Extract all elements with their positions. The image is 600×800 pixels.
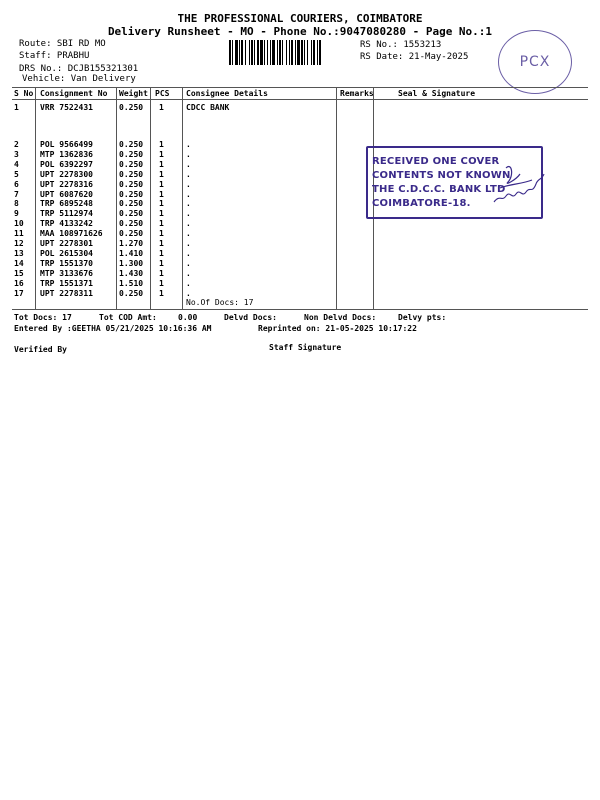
row-wt: 0.250	[119, 149, 144, 159]
row-wt: 1.270	[119, 239, 144, 248]
row-sno: 4	[14, 159, 19, 169]
row-wt: 0.250	[119, 189, 144, 199]
row-wt: 0.250	[119, 103, 144, 112]
row-cn: MAA 108971626	[40, 229, 103, 239]
vehicle-label: Vehicle: Van Delivery	[22, 74, 136, 84]
row-wt: 1.410	[119, 248, 144, 258]
row-consignee: .	[186, 229, 191, 239]
row-consignee: .	[186, 169, 191, 179]
row-consignee: .	[186, 278, 191, 288]
row-sno: 13	[14, 248, 24, 258]
row-wt: 1.430	[119, 268, 144, 278]
staff-label: Staff: PRABHU	[19, 51, 90, 61]
row-pcs: 1	[159, 169, 164, 179]
row-sno: 3	[14, 149, 19, 159]
stamp-line: THE C.D.C.C. BANK LTD	[372, 184, 506, 195]
row-sno: 6	[14, 179, 19, 189]
row-wt: 0.250	[119, 209, 144, 219]
row-sno: 15	[14, 268, 24, 278]
company-title: THE PROFESSIONAL COURIERS, COIMBATORE	[177, 12, 423, 25]
row-cn: UPT 2278301	[40, 239, 93, 248]
runsheet-title: Delivery Runsheet - MO - Phone No.:9047080280 - Page No.:1	[107, 25, 493, 38]
row-cn: MTP 3133676	[40, 268, 93, 278]
row-cn: TRP 4133242	[40, 219, 93, 229]
barcode	[229, 40, 353, 65]
row-sno: 12	[14, 239, 24, 248]
row-consignee: .	[186, 199, 191, 209]
row-consignee: .	[186, 248, 191, 258]
verified-by: Verified By	[14, 345, 67, 354]
row-pcs: 1	[159, 278, 164, 288]
route-label: Route: SBI RD MO	[19, 39, 106, 49]
row-sno: 2	[14, 140, 19, 149]
total-docs: Tot Docs: 17	[14, 313, 72, 322]
row-consignee: CDCC BANK	[186, 103, 230, 112]
row-consignee: .	[186, 149, 191, 159]
row-pcs: 1	[159, 219, 164, 229]
row-sno: 10	[14, 219, 24, 229]
col-divider	[182, 87, 183, 309]
row-consignee: .	[186, 239, 191, 248]
row-wt: 0.250	[119, 199, 144, 209]
header-pcs: PCS	[155, 89, 170, 98]
header-consignment: Consignment No	[40, 89, 108, 98]
row-pcs: 1	[159, 149, 164, 159]
table-top-rule	[12, 87, 588, 88]
pcx-stamp-text: PCX	[519, 54, 551, 70]
row-pcs: 1	[159, 179, 164, 189]
col-divider	[150, 87, 151, 309]
row-wt: 0.250	[119, 179, 144, 189]
stamp-line: CONTENTS NOT KNOWN	[372, 170, 511, 181]
row-cn: POL 2615304	[40, 248, 93, 258]
row-cn: TRP 5112974	[40, 209, 93, 219]
row-pcs: 1	[159, 268, 164, 278]
row-sno: 9	[14, 209, 19, 219]
row-cn: UPT 6087620	[40, 189, 93, 199]
row-pcs: 1	[159, 288, 164, 298]
row-cn: UPT 2278311	[40, 288, 93, 298]
row-pcs: 1	[159, 140, 164, 149]
handwritten-signature	[486, 158, 548, 208]
row-consignee: .	[186, 258, 191, 268]
header-sno: S No	[14, 89, 34, 98]
row-cn: TRP 6895248	[40, 199, 93, 209]
row-consignee: .	[186, 179, 191, 189]
col-divider	[35, 87, 36, 309]
stamp-line: COIMBATORE-18.	[372, 198, 471, 209]
row-wt: 0.250	[119, 229, 144, 239]
row-consignee: .	[186, 209, 191, 219]
rs-date: RS Date: 21-May-2025	[360, 52, 469, 62]
delivered-docs: Delvd Docs:	[224, 313, 277, 322]
row-cn: POL 6392297	[40, 159, 93, 169]
row-wt: 0.250	[119, 169, 144, 179]
row-sno: 11	[14, 229, 24, 239]
row-pcs: 1	[159, 103, 164, 112]
staff-signature: Staff Signature	[269, 343, 342, 352]
total-cod-label: Tot COD Amt:	[99, 313, 157, 322]
header-seal-signature: Seal & Signature	[398, 89, 476, 98]
row-wt: 1.300	[119, 258, 144, 268]
col-divider	[116, 87, 117, 309]
table-header-rule	[12, 99, 588, 100]
row-wt: 0.250	[119, 159, 144, 169]
delivery-points: Delvy pts:	[398, 313, 447, 322]
row-cn: MTP 1362836	[40, 149, 93, 159]
row-cn: UPT 2278316	[40, 179, 93, 189]
row-consignee: .	[186, 219, 191, 229]
row-pcs: 1	[159, 258, 164, 268]
row-pcs: 1	[159, 248, 164, 258]
header-remarks: Remarks	[340, 89, 374, 98]
row-sno: 17	[14, 288, 24, 298]
row-wt: 0.250	[119, 219, 144, 229]
row-pcs: 1	[159, 239, 164, 248]
col-divider	[336, 87, 337, 309]
row-consignee: .	[186, 288, 191, 298]
row-wt: 1.510	[119, 278, 144, 288]
table-bottom-rule	[12, 309, 588, 310]
row-sno: 16	[14, 278, 24, 288]
reprinted-on: Reprinted on: 21-05-2025 10:17:22	[258, 324, 417, 333]
header-consignee: Consignee Details	[186, 89, 268, 98]
row-cn: TRP 1551370	[40, 258, 93, 268]
rs-number: RS No.: 1553213	[360, 40, 442, 50]
row-pcs: 1	[159, 199, 164, 209]
row-sno: 8	[14, 199, 19, 209]
row-consignee: .	[186, 268, 191, 278]
row-pcs: 1	[159, 159, 164, 169]
row-sno: 7	[14, 189, 19, 199]
non-delivered-docs: Non Delvd Docs:	[304, 313, 377, 322]
row-sno: 1	[14, 103, 19, 112]
header-weight: Weight	[119, 89, 148, 98]
pcx-stamp	[498, 30, 572, 94]
no-of-docs: No.Of Docs: 17	[186, 298, 254, 307]
row-pcs: 1	[159, 209, 164, 219]
row-sno: 14	[14, 258, 24, 268]
row-cn: TRP 1551371	[40, 278, 93, 288]
entered-by: Entered By :GEETHA 05/21/2025 10:16:36 AM	[14, 324, 212, 333]
row-consignee: .	[186, 189, 191, 199]
row-cn: VRR 7522431	[40, 103, 93, 112]
row-cn: POL 9566499	[40, 140, 93, 149]
row-wt: 0.250	[119, 288, 144, 298]
row-cn: UPT 2278300	[40, 169, 93, 179]
total-cod-amount: 0.00	[178, 313, 198, 322]
row-pcs: 1	[159, 189, 164, 199]
row-consignee: .	[186, 159, 191, 169]
stamp-line: RECEIVED ONE COVER	[372, 156, 500, 167]
row-sno: 5	[14, 169, 19, 179]
drs-number: DRS No.: DCJB155321301	[19, 64, 139, 74]
row-pcs: 1	[159, 229, 164, 239]
row-consignee: .	[186, 140, 191, 149]
row-wt: 0.250	[119, 140, 144, 149]
